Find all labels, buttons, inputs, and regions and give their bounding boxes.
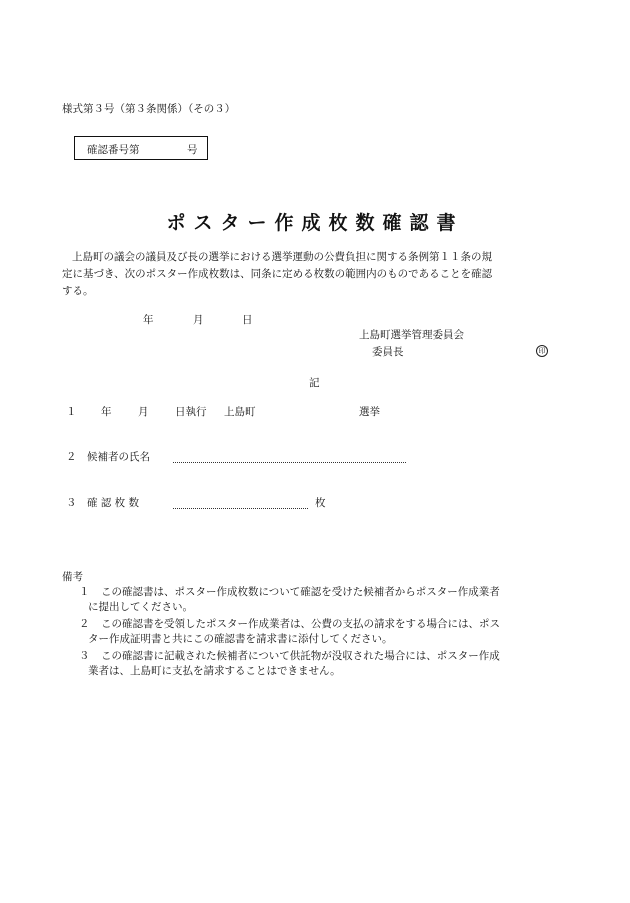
item1-day-execution: 日執行 <box>175 406 207 418</box>
remark-3-line: 業者は、上島町に支払を請求することはできません。 <box>88 665 341 677</box>
item1-number: １ <box>66 406 77 418</box>
candidate-name-label: 候補者の氏名 <box>87 451 150 463</box>
confirmed-count-unit: 枚 <box>315 497 326 509</box>
remark-3-number: ３ <box>79 650 90 662</box>
candidate-name-line <box>173 461 406 463</box>
confirmed-count-label: 確 認 枚 数 <box>87 497 140 509</box>
remark-2-line: この確認書を受領したポスター作成業者は、公費の支払の請求をする場合には、ポス <box>101 618 500 630</box>
item1-month: 月 <box>138 406 149 418</box>
document-title: ポスター作成枚数確認書 <box>166 212 464 234</box>
committee-name: 上島町選挙管理委員会 <box>359 329 464 341</box>
intro-line: 定に基づき、次のポスター作成枚数は、同条に定める枚数の範囲内のものであることを確認 <box>62 268 493 280</box>
form-label: 様式第３号（第３条関係）（その３） <box>62 103 236 115</box>
intro-line: する。 <box>62 285 94 297</box>
intro-paragraph <box>62 249 570 300</box>
remark-3-line: この確認書に記載された候補者について供託物が没収された場合には、ポスター作成 <box>101 650 500 662</box>
remark-2-number: ２ <box>79 618 90 630</box>
remark-1-line: この確認書は、ポスター作成枚数について確認を受けた候補者からポスター作成業者 <box>101 586 500 598</box>
remark-1-line: に提出してください。 <box>88 601 193 613</box>
remarks-heading: 備考 <box>62 571 83 583</box>
confirmation-number-suffix: 号 <box>187 144 198 156</box>
remark-1-number: １ <box>79 586 90 598</box>
confirmed-count-line <box>173 507 308 509</box>
item3-number: ３ <box>66 497 77 509</box>
item1-year: 年 <box>101 406 112 418</box>
confirmation-number-box <box>74 136 208 160</box>
chair-title: 委員長 <box>372 346 404 358</box>
date-year: 年 <box>143 314 154 326</box>
item1-town: 上島町 <box>224 406 256 418</box>
ki-heading: 記 <box>309 377 320 389</box>
date-month: 月 <box>193 314 204 326</box>
seal-glyph: 印 <box>536 345 548 357</box>
remark-2-line: ター作成証明書と共にこの確認書を請求書に添付してください。 <box>88 633 393 645</box>
intro-line: 上島町の議会の議員及び長の選挙における選挙運動の公費負担に関する条例第１１条の規 <box>72 251 492 263</box>
confirmation-number-prefix: 確認番号第 <box>87 144 140 156</box>
date-day: 日 <box>242 314 253 326</box>
item1-election: 選挙 <box>359 406 380 418</box>
seal-mark <box>536 344 548 357</box>
item2-number: ２ <box>66 451 77 463</box>
